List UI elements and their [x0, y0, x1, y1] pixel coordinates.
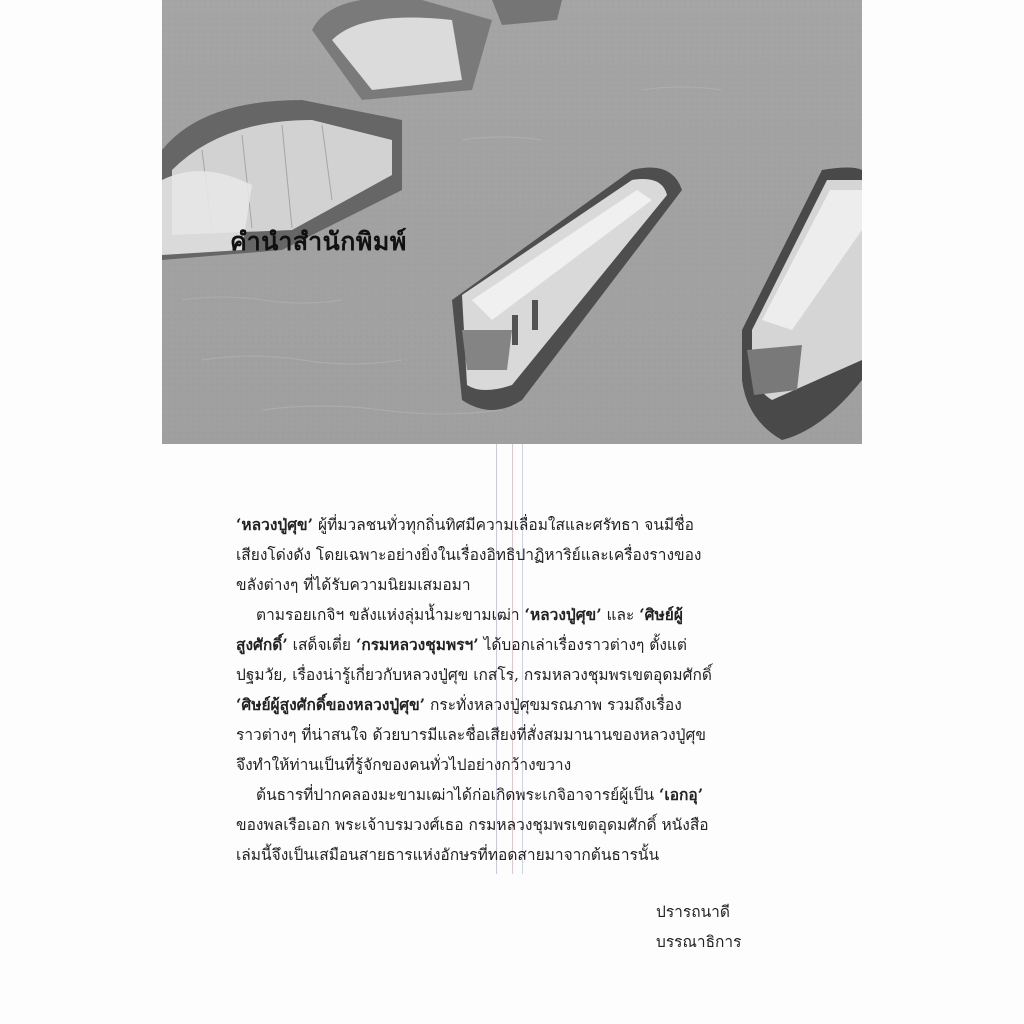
foreword-body — [236, 510, 776, 870]
signature-closing: ปรารถนาดี — [656, 903, 730, 921]
paragraph-2-line-2: สูงศักดิ์’ เสด็จเตี่ย ‘กรมหลวงชุมพรฯ’ ได้บอกเล่าเรื่องราวต่างๆ ตั้งแต่ — [236, 635, 687, 654]
paragraph-2-line-1: ตามรอยเกจิฯ ขลังแห่งลุ่มน้ำมะขามเฒ่า ‘หลวงปู่ศุข’ และ ‘ศิษย์ผู้ — [256, 605, 683, 624]
paragraph-2-line-6: จึงทำให้ท่านเป็นที่รู้จักของคนทั่วไปอย่างกว้างขวาง — [236, 756, 572, 774]
paragraph-1-line-3: ขลังต่างๆ ที่ได้รับความนิยมเสมอมา — [236, 576, 471, 594]
paragraph-3-line-2: ของพลเรือเอก พระเจ้าบรมวงศ์เธอ กรมหลวงชุมพรเขตอุดมศักดิ์ หนังสือ — [236, 816, 709, 834]
paragraph-2-line-4: ‘ศิษย์ผู้สูงศักดิ์ของหลวงปู่ศุข’ กระทั่งหลวงปู่ศุขมรณภาพ รวมถึงเรื่อง — [236, 695, 682, 714]
paragraph-1-line-1: ‘หลวงปู่ศุข’ ผู้ที่มวลชนทั่วทุกถิ่นทิศมีความเลื่อมใสและศรัทธา จนมีชื่อ — [236, 515, 694, 534]
paragraph-3-line-3: เล่มนี้จึงเป็นเสมือนสายธารแห่งอักษรที่ทอดสายมาจากต้นธารนั้น — [236, 846, 660, 864]
paragraph-2-line-5: ราวต่างๆ ที่น่าสนใจ ด้วยบารมีและชื่อเสียงที่สั่งสมมานานของหลวงปู่ศุข — [236, 726, 706, 744]
signature-role: บรรณาธิการ — [656, 933, 742, 951]
paragraph-1-line-2: เสียงโด่งดัง โดยเฉพาะอย่างยิ่งในเรื่องอิทธิปาฏิหาริย์และเครื่องรางของ — [236, 546, 702, 564]
page-title: คำนำสำนักพิมพ์ — [230, 227, 407, 256]
paragraph-3-line-1: ต้นธารที่ปากคลองมะขามเฒ่าได้ก่อเกิดพระเกจิอาจารย์ผู้เป็น ‘เอกอุ’ — [256, 785, 704, 804]
paragraph-2-line-3: ปฐมวัย, เรื่องน่ารู้เกี่ยวกับหลวงปู่ศุข เกสโร, กรมหลวงชุมพรเขตอุดมศักดิ์ — [236, 666, 712, 684]
signature-block — [656, 897, 741, 957]
